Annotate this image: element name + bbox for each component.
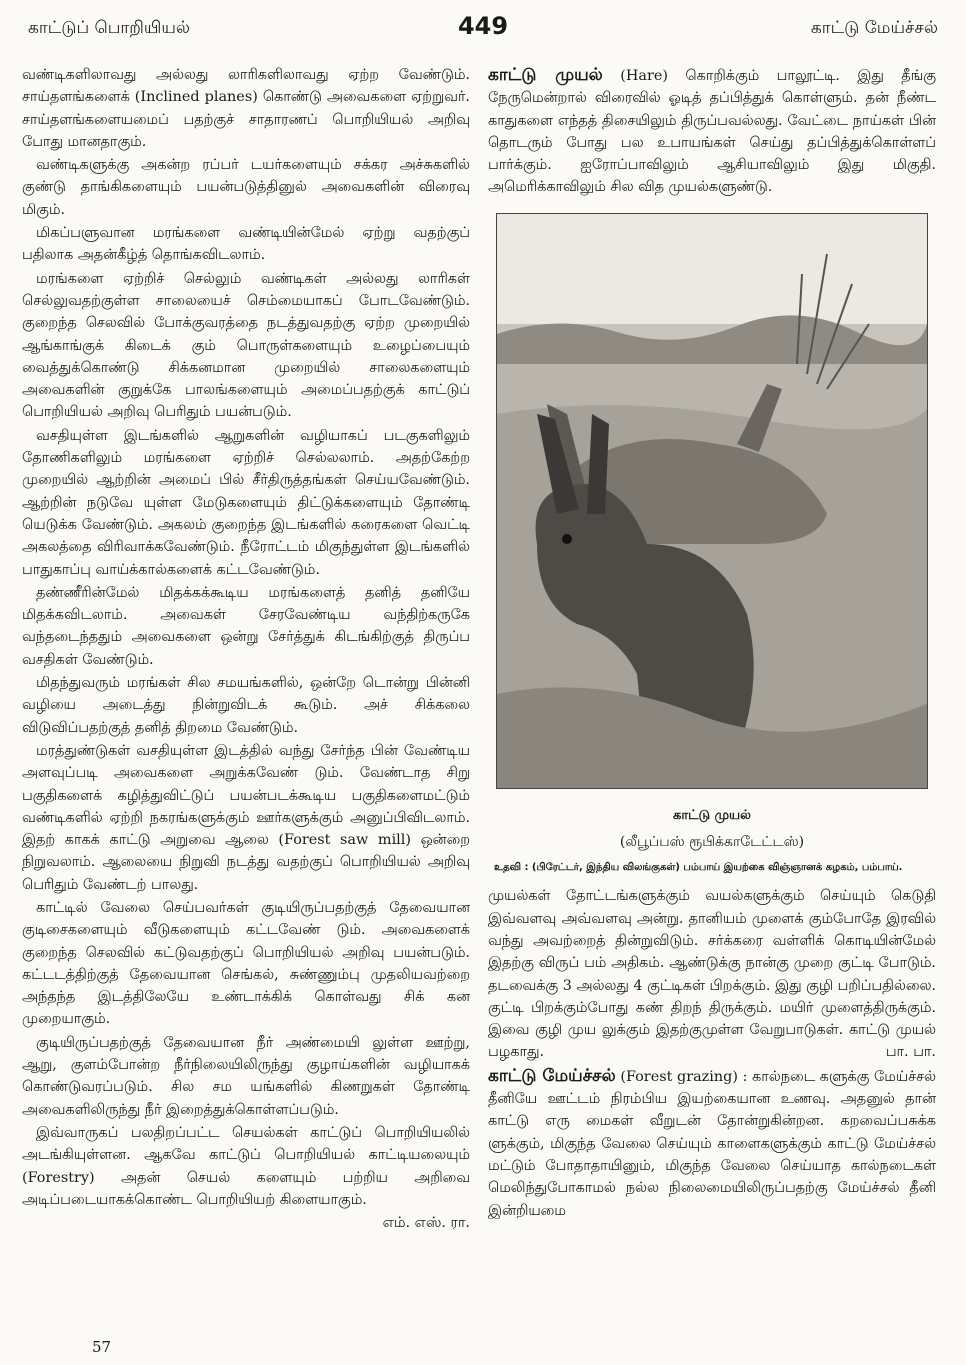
paragraph: தண்ணீரின்மேல் மிதக்கக்கூடிய மரங்களைத் தனித் தனியே மிதக்கவிடலாம். அவைகள் சேரவேண்டிய வந்திற்கருகே வந்தடைந்ததும் அவைகளை ஒன்று சேர்த்துக் கிடங்கிற்குத் திருப்ப வசதிகள் வேண்டும்.	[22, 584, 470, 668]
paragraph: மரங்களை ஏற்றிச் செல்லும் வண்டிகள் அல்லது லாரிகள் செல்லுவதற்குள்ள சாலையைச் செம்மையாகப் போடவேண்டும். குறைந்த செலவில் போக்குவரத்தை நடத்துவதற்கு ஏற்ற முறையில் ஆங்காங்குக் கிடைக் கும் பொருள்களையும் உழைப்பையும் வைத்துக்கொண்டு சிக்கனமான முறையில் சாலைகளையும் அவைகளின் குறுக்கே பாலங்களையும் அமைப்பதற்குக் காட்டுப் பொறியியல் அறிவு பெரிதும் பயன்படும்.	[22, 270, 470, 421]
right-column	[488, 64, 936, 1222]
paragraph: இவ்வாருகப் பலதிறப்பட்ட செயல்கள் காட்டுப் பொறியியலில் அடங்கியுள்ளன. ஆகவே காட்டுப் பொறியியல் காட்டியலையும் (Forestry) அதன் செயல் களையும் பற்றிய அறிவை அடிப்படையாகக்கொண்ட பொறியியற் கிளையாகும்.	[22, 1124, 470, 1208]
hare-eye	[562, 534, 572, 544]
hare-entry	[488, 64, 936, 199]
page-number: 449	[457, 12, 509, 40]
paragraph: வசதியுள்ள இடங்களில் ஆறுகளின் வழியாகப் படகுகளிலும் தோணிகளிலும் மரங்களை ஏற்றிச் செல்லலாம். அதற்கேற்ற முறையில் ஆற்றின் அமைப் பில் சீர்திருத்தங்கள் செய்யவேண்டும். ஆற்றின் நடுவே யுள்ள மேடுகளையும் திட்டுக்களையும் தோண்டி யெடுக்க வேண்டும். அகலம் குறைந்த இடங்களில் கரைகளை வெட்டி அகலத்தை விரிவாக்கவேண்டும். நீரோட்டம் மிகுந்துள்ள இடங்களில் பாதுகாப்பு வாய்க்கால்களைக் கட்டவேண்டும்.	[22, 427, 470, 578]
figure-credit: உதவி : (பிரேட்டர், இந்திய விலங்குகள்) பம்பாய் இயற்கை விஞ்ஞானக் கழகம், பம்பாய்.	[494, 862, 903, 874]
running-head-right: காட்டு மேய்ச்சல்	[810, 18, 938, 38]
hare-continued-text: முயல்கள் தோட்டங்களுக்கும் வயல்களுக்கும் செய்யும் கெடுதி இவ்வளவு அவ்வளவு அன்று. தானியம் முளைக் கும்போதே இரவில் வந்து அவற்றைத் தின்றுவிடும். சர்க்கரை வள்ளிக் கொடியின்மேல் இதற்கு விருப் பம் அதிகம். ஆண்டுக்கு நான்கு முறை குட்டி போடும். தடவைக்கு 3 அல்லது 4 குட்டிகள் பிறக்கும். இது குழி பறிப்பதில்லை. குட்டி பிறக்கும்போது கண் திறந் திருக்கும். மயிர் முளைத்திருக்கும். இவை குழி முய லுக்கும் இதற்குமுள்ள வேறுபாடுகள். காட்டு முயல் பழகாது.	[488, 888, 936, 1061]
figure-caption-subtitle: (லீபூப்பஸ் ரூபிக்காடேட்டஸ்)	[619, 834, 805, 851]
paragraph: வண்டிகளிலாவது அல்லது லாரிகளிலாவது ஏற்ற வேண்டும். சாய்தளங்களைக் (Inclined planes) கொண்டு அவைகளை ஏற்றுவர். சாய்தளங்களையமைப் பதற்குச் சாதாரணப் பொறியியல் அறிவு போது மானதாகும்.	[22, 67, 470, 150]
running-head-left: காட்டுப் பொறியியல்	[28, 18, 191, 38]
figure-caption-title: காட்டு முயல்	[673, 807, 751, 823]
entry-headword-grazing: காட்டு மேய்ச்சல்	[488, 1065, 616, 1086]
paragraph	[488, 885, 936, 1063]
grazing-entry-text: (Forest grazing) : கால்நடை களுக்கு மேய்ச்சல் தீனியே ஊட்டம் நிரம்பிய இயற்கையான உணவு. அதனுல் தான் காட்டு எரு மைகள் வீறுடன் தோன்றுகின்றன. கறவைப்பசுக்க ளுக்கும், மிகுந்த வேலை செய்யும் காளைகளுக்கும் காட்டு மேய்ச்சல் மட்டும் போதாதாயினும், மிகுந்த வேலை செய்யாத கால்நடைகள் மெலிந்துபோகாமல் நல்ல நிலைமையிலிருப்பதற்கு மேய்ச்சல் தீனி இன்றியமை	[488, 1068, 936, 1219]
hare-entry-text: (Hare) கொறிக்கும் பாலூட்டி. இது தீங்கு நேருமென்றால் விரைவில் ஓடித் தப்பித்துக் கொள்ளும். தன் நீண்ட காதுகளை எந்தத் திசையிலும் திருப்பவல்லது. வேட்டை நாய்கள் பின் தொடரும் போது பல உபாயங்கள் செய்து தப்பித்துக்கொள்ளப் பார்க்கும். ஐரோப்பாவிலும் ஆசியாவிலும் இது மிகுதி. அமெரிக்காவிலும் சில வித முயல்களுண்டு.	[488, 68, 936, 196]
hare-signature: பா. பா.	[885, 1044, 936, 1061]
signature-mark: 57	[92, 1338, 112, 1356]
page-header	[28, 12, 938, 42]
paragraph: மிகப்பளுவான மரங்களை வண்டியின்மேல் ஏற்று வதற்குப் பதிலாக அதன்கீழ்த் தொங்கவிடலாம்.	[22, 225, 470, 264]
paragraph: வண்டிகளுக்கு அகன்ற ரப்பர் டயர்களையும் சக்கர அச்சுகளில் குண்டு தாங்கிகளையும் பயன்படுத்தினுல் அவைகளின் விரைவு மிகும்.	[22, 157, 470, 218]
paragraph: குடியிருப்பதற்குத் தேவையான நீர் அண்மையி லுள்ள ஊற்று, ஆறு, குளம்போன்ற நீர்நிலையிலிருந்து குழாய்களின் வழியாகக் கொண்டுவரப்படும். சில சம யங்களில் கிணறுகள் தோண்டி அவைகளிலிருந்து நீர் இறைத்துக்கொள்ளப்படும்.	[22, 1034, 470, 1118]
hare-illustration	[496, 213, 928, 789]
author-signature: எம். எஸ். ரா.	[382, 1215, 470, 1232]
grazing-entry	[488, 1065, 936, 1222]
paragraph: மரத்துண்டுகள் வசதியுள்ள இடத்தில் வந்து சேர்ந்த பின் வேண்டிய அளவுப்படி அவைகளை அறுக்கவேண் டும். வேண்டாத சிறு பகுதிகளைக் கழித்துவிட்டுப் பயன்படக்கூடிய பகுதிகளைமட்டும் வண்டிகளில் ஏற்றி நகரங்களுக்கும் ஊர்களுக்கும் அனுப்பிவிடலாம். இதற் காகக் காட்டு அறுவை ஆலை (Forest saw mill) ஒன்றை நிறுவலாம். ஆலையை நிறுவி நடத்து வதற்குப் பொறியியல் அறிவு பெரிதும் வேண்டற் பாலது.	[22, 742, 470, 893]
paragraph: காட்டில் வேலை செய்பவர்கள் குடியிருப்பதற்குத் தேவையான குடிசைகளையும் வீடுகளையும் கட்டவேண் டும். அவைகளைக் குறைந்த செலவில் கட்டுவதற்குப் பொறியியல் அறிவு பயன்படும். கட்டடத்திற்குத் தேவையான செங்கல், சுண்ணும்பு முதலியவற்றை அந்தந்த இடத்திலேயே உண்டாக்கிக் கொள்வது சிக் கன முறையாகும்.	[22, 899, 470, 1028]
hare-drawing	[497, 214, 927, 788]
entry-headword-hare: காட்டு முயல்	[488, 65, 603, 85]
left-column	[22, 64, 470, 1234]
paragraph: மிதந்துவரும் மரங்கள் சில சமயங்களில், ஒன்றே டொன்று பின்னி வழியை அடைத்து நின்றுவிடக் கூடும். அச் சிக்கலை விடுவிப்பதற்குத் தனித் திறமை வேண்டும்.	[22, 675, 470, 736]
